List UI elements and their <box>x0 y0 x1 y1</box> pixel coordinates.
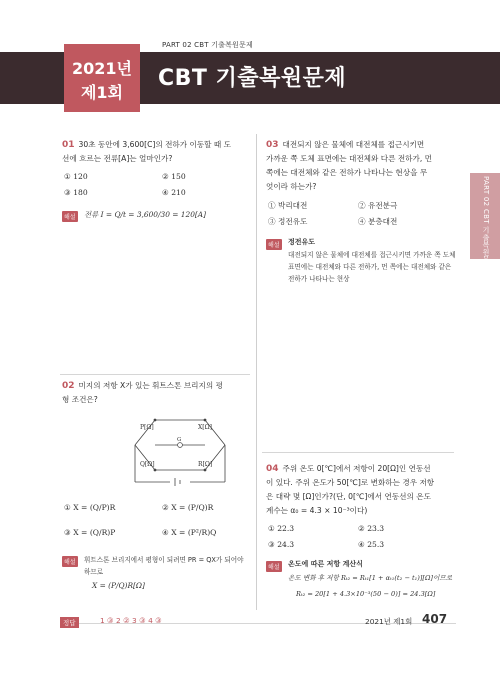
option-1: ① 120 <box>64 172 88 181</box>
question-1-line2: 선에 흐르는 전류[A]는 얼마인가? <box>62 154 173 163</box>
option-3: ③ X = (Q/R)P <box>64 528 116 537</box>
answer-tag: 정답 <box>60 617 79 628</box>
round-label: 제1회 <box>80 83 124 102</box>
question-1 <box>62 138 252 152</box>
option-1: ① 22.3 <box>268 524 295 533</box>
explanation-tag: 해설 <box>266 561 282 572</box>
option-4: ④ 분층대전 <box>358 217 398 226</box>
question-text: 주위 온도 0[℃]에서 저항이 20[Ω]인 연동선 <box>282 464 431 473</box>
explanation-tag: 해설 <box>62 211 78 222</box>
page-title: CBT 기출복원문제 <box>158 66 347 91</box>
option-4: ④ 210 <box>162 188 186 197</box>
question-number: 02 <box>62 381 75 391</box>
explanation-formula: X = (P/Q)R[Ω] <box>92 581 145 590</box>
explanation-title: 온도에 따른 저항 계산식 <box>288 560 363 568</box>
explanation-line1: 대전되지 않은 물체에 대전체를 접근시키면 가까운 쪽 도체 <box>288 251 456 259</box>
side-tab-label: PART 02 CBT 기출복원문제 <box>482 176 490 271</box>
resistor-q-label: Q[Ω] <box>140 461 155 468</box>
explanation-line2: 표면에는 대전체와 다른 전하가, 먼 쪽에는 대전체와 같은 <box>288 263 452 271</box>
explanation-title: 정전유도 <box>288 238 316 246</box>
option-2: ② 150 <box>162 172 186 181</box>
question-2-line2: 형 조건은? <box>62 395 98 404</box>
page-number: 407 <box>422 612 448 626</box>
question-text: 미지의 저항 X가 있는 휘트스톤 브리지의 평 <box>78 381 223 390</box>
option-1: ① X = (Q/P)R <box>64 503 116 512</box>
year-box <box>64 44 140 112</box>
option-3: ③ 180 <box>64 188 88 197</box>
explanation-tag: 해설 <box>266 239 282 250</box>
option-3: ③ 24.3 <box>268 540 295 549</box>
question-4-line3: 은 대략 몇 [Ω]인가?(단, 0[℃]에서 연동선의 온도 <box>266 492 431 501</box>
explanation-text: 전류 I = Q/t = 3,600/30 = 120[A] <box>84 210 207 219</box>
option-2: ② X = (P/Q)R <box>162 503 214 512</box>
year-label: 2021년 <box>72 59 132 78</box>
explanation-tag: 해설 <box>62 556 78 567</box>
question-3-line4: 엇이라 하는가? <box>266 182 317 191</box>
question-number: 01 <box>62 140 75 150</box>
question-3-line2: 가까운 쪽 도체 표면에는 대전체와 다른 전하가, 먼 <box>266 154 433 163</box>
explanation-line1: 휘트스톤 브리지에서 평형이 되려면 PR = QX가 되어야 <box>84 556 244 564</box>
galvanometer-label: G <box>177 437 182 443</box>
option-4: ④ X = (P²/R)Q <box>162 528 217 537</box>
divider-right <box>262 452 454 453</box>
question-text: 대전되지 않은 물체에 대전체를 접근시키면 <box>282 140 425 149</box>
question-4-line2: 이 있다. 주위 온도가 50[℃]로 변화하는 경우 저항 <box>266 478 435 487</box>
footer-round: 2021년 제1회 <box>365 617 413 626</box>
question-text: 30초 동안에 3,600[C]의 전하가 이동할 때 도 <box>78 140 232 149</box>
question-number: 04 <box>266 464 279 474</box>
option-2: ② 유전분극 <box>358 201 398 210</box>
question-3 <box>266 138 462 152</box>
explanation-line2: Rₜ₂ = 20[1 + 4.3×10⁻³(50 − 0)] = 24.3[Ω] <box>296 590 436 598</box>
answer-key: 1 ③ 2 ② 3 ③ 4 ③ <box>100 616 162 625</box>
option-4: ④ 25.3 <box>358 540 385 549</box>
explanation-line1: 온도 변화 후 저항 Rₜ₂ = Rₜ₁[1 + αₜ₁(t₂ − t₁)][Ω]이므로 <box>288 574 453 582</box>
divider-left <box>60 374 250 375</box>
option-1: ① 박리대전 <box>268 201 308 210</box>
question-4-line4: 계수는 α₀ = 4.3 × 10⁻³이다) <box>266 506 368 515</box>
part-label: PART 02 CBT 기출복원문제 <box>162 41 253 49</box>
question-4 <box>266 462 462 476</box>
wheatstone-bridge-diagram <box>130 410 230 490</box>
question-number: 03 <box>266 140 279 150</box>
question-3-line3: 쪽에는 대전체와 같은 전하가 나타나는 현상을 무 <box>266 168 428 177</box>
column-divider <box>256 134 257 610</box>
option-3: ③ 정전유도 <box>268 217 308 226</box>
explanation-line2: 하므로 <box>84 568 104 576</box>
resistor-x-label: X[Ω] <box>198 424 212 431</box>
explanation-line3: 전하가 나타나는 현상 <box>288 275 350 283</box>
top-margin <box>0 0 500 38</box>
question-2 <box>62 379 254 393</box>
resistor-r-label: R[Ω] <box>198 461 213 468</box>
option-2: ② 23.3 <box>358 524 385 533</box>
resistor-p-label: P[Ω] <box>140 424 154 431</box>
